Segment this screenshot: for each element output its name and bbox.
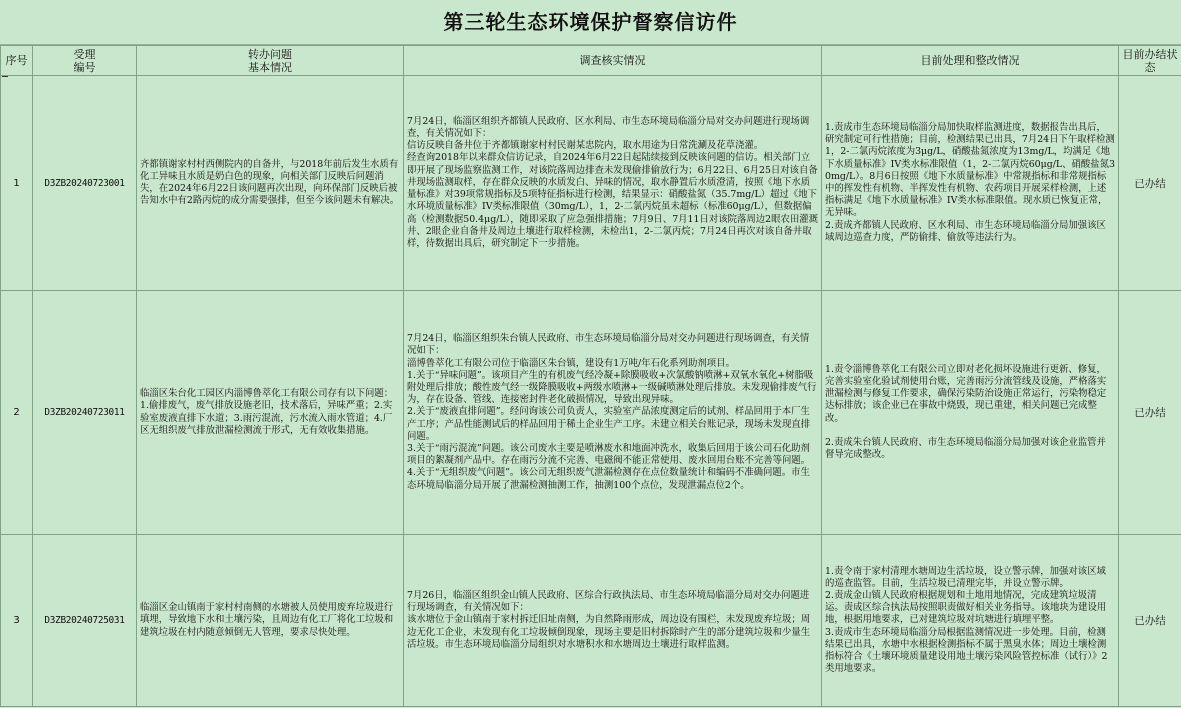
cell-status[interactable]: 已办结 [1119,535,1181,707]
cell-issue[interactable]: 齐都镇谢家村村西侧院内的自备井，与2018年前后发生水质有化工异味且水质是奶白色的现象，向相关部门反映后问题消失，在2024年6月22日该问题再次出现，向环保部门反映后被告知水中有2路丙烷的成分需要强排，但至今该问题未有解决。 [137,76,404,291]
cell-status[interactable]: 已办结 [1119,291,1181,535]
cell-investigation[interactable]: 7月26日，临淄区组织金山镇人民政府、区综合行政执法局、市生态环境局临淄分局对交办问题进行现场调查，有关情况如下： 该水塘位于金山镇南于家村拆迁旧址南侧，为自然降雨形成，周边设有围栏，未发现废弃垃圾；周边无化工企业，未发现有化工垃圾倾倒现象，现场主要是旧村拆除时产生的部分建筑垃圾和少量生活垃圾。市生态环境局临淄分局组织对水塘积水和水塘周边土壤进行取样监测。 [404,535,822,707]
header-row [1,46,1181,76]
cell-action[interactable]: 1.责令南于家村清理水塘周边生活垃圾，设立警示牌，加强对该区域的巡查监管。目前，生活垃圾已清理完毕，并设立警示牌。 2.责成金山镇人民政府根据规划和土地用地情况，完成建筑垃圾清运。责成区综合执法局按照职责做好相关业务指导。该地块为建设用地，根据用地要求，已对建筑垃圾对坑塘进行填埋平整。 3.责成市生态环境局临淄分局根据监测情况进一步处理。目前，检测结果已出具，水塘中水根据检测指标不属于黑臭水体；周边土壤检测指标符合《土壤环境质量建设用地土壤污染风险管控标准（试行）》2类用地要求。 [822,535,1119,707]
cell-no[interactable]: 2 [1,291,33,535]
cell-action[interactable]: 1.责成市生态环境局临淄分局加快取样监测进度，数据报告出具后，研究制定可行性措施；目前，检测结果已出具，7月24日下午取样检测1，2-二氯丙烷浓度为3μg/L，硝酸盐氮浓度为13mg/L，均满足《地下水质量标准》IV类水标准限值（1，2-二氯丙烷60μg/L、硝酸盐氮30mg/L）。8月6日按照《地下水质量标准》中常规指标和非常规指标中的挥发性有机物、半挥发性有机物、农药项目开展采样检测，上述指标满足《地下水质量标准》IV类水标准限值。现水质已恢复正常，无异味。 2.责成齐都镇人民政府、区水利局、市生态环境局临淄分局加强该区域周边巡查力度，严防偷排、偷放等违法行为。 [822,76,1119,291]
cell-id[interactable]: D3ZB20240723001 [33,76,137,291]
header-issue[interactable]: 转办问题 基本情况 [137,46,404,76]
page-title: 第三轮生态环境保护督察信访件 [0,0,1181,45]
cell-action[interactable]: 1.责令淄博鲁萃化工有限公司立即对老化损坏设施进行更新、修复，完善实验室化验试剂使用台账，完善雨污分流管线及设施，严格落实泄漏检测与修复工作要求，确保污染防治设施正常运行，污染物稳定达标排放；该企业已在事故中烧毁，现已重建，相关问题已完成整改。 2.责成朱台镇人民政府、市生态环境局临淄分局加强对该企业监管并督导完成整改。 [822,291,1119,535]
cell-no[interactable]: 3 [1,535,33,707]
cell-issue[interactable]: 临淄区朱台化工园区内淄博鲁萃化工有限公司存有以下问题：1.偷排废气，废气排放设施老旧，技术落后，异味严重；2.实验室废液直排下水道；3.雨污混流，污水流入雨水管道；4.厂区无组织废气排放泄漏检测流于形式，无有效收集措施。 [137,291,404,535]
table-row [1,535,1181,707]
header-status[interactable]: 目前办结状 态 [1119,46,1181,76]
cell-no[interactable]: 1 [1,76,33,291]
header-id[interactable]: 受理 编号 [33,46,137,76]
cell-id[interactable]: D3ZB20240723011 [33,291,137,535]
cell-marker-icon [2,72,8,77]
header-investigation[interactable]: 调查核实情况 [404,46,822,76]
cell-issue[interactable]: 临淄区金山镇南于家村村南侧的水塘被人员使用废弃垃圾进行填埋，导致地下水和土壤污染，且周边有化工厂将化工垃圾和建筑垃圾在村内随意倾倒无人管理，要求尽快处理。 [137,535,404,707]
header-no[interactable]: 序号 [1,46,33,76]
cell-investigation[interactable]: 7月24日，临淄区组织齐都镇人民政府、区水利局、市生态环境局临淄分局对交办问题进行现场调查，有关情况如下： 信访反映自备井位于齐都镇谢家村村民谢某忠院内，取水用途为日常洗涮及花草浇灌。 经查询2018年以来群众信访记录，自2024年6月22日起陆续接到反映该问题的信访。相关部门立即开展了现场监察监测工作，对该院落周边排查未发现偷排偷放行为；6月22日、6月25日对该自备井现场监测取样，存在群众反映的水质发白、异味的情况，取水静置后水质澄清，按照《地下水质量标准》对39项常规指标及5项特征指标进行检测，结果显示：硝酸盐氮（35.7mg/L）超过《地下水环境质量标准》IV类标准限值（30mg/L），1，2-二氯丙烷虽未超标（标准60μg/L），但数据偏高（检测数据50.4μg/L），随即采取了应急强排措施；7月9日、7月11日对该院落周边2眼农田灌溉井、2眼企业自备井及周边土壤进行取样检测，未检出1，2-二氯丙烷；7月24日再次对该自备井取样，待数据出具后，研究制定下一步措施。 [404,76,822,291]
table-row [1,76,1181,291]
header-action[interactable]: 目前处理和整改情况 [822,46,1119,76]
cell-id[interactable]: D3ZB20240725031 [33,535,137,707]
cell-status[interactable]: 已办结 [1119,76,1181,291]
cell-investigation[interactable]: 7月24日，临淄区组织朱台镇人民政府、市生态环境局临淄分局对交办问题进行现场调查，有关情况如下： 淄博鲁萃化工有限公司位于临淄区朱台镇，建设有1万吨/年石化系列助剂项目。 1.关于“异味问题”。该项目产生的有机废气经冷凝+除膜吸收+次氯酸钠喷淋+双氧水氧化+树脂吸附处理后排放；酸性废气经一级降膜吸收+两级水喷淋+一级碱喷淋处理后排放。未发现偷排废气行为，存在设备、管线、连接密封件老化破损情况，导致出现异味。 2.关于“废液直排问题”。经问询该公司负责人，实验室产品浓度测定后的试剂、样品回用于本厂生产工序；产品性能测试后的样品回用于稀土企业生产工序。未建立相关台账记录，现场未发现直排问题。 3.关于“雨污混流”问题。该公司废水主要是喷淋废水和地面冲洗水，收集后回用于该公司石化助剂项目的絮凝剂产品中。存在雨污分流不完善、电磁阀不能正常使用、废水回用台账不完善等问题。 4.关于“无组织废气问题”。该公司无组织废气泄漏检测存在点位数量统计和编码不准确问题。市生态环境局临淄分局开展了泄漏检测抽测工作，抽测100个点位，发现泄漏点位2个。 [404,291,822,535]
petition-table [0,45,1181,707]
table-row [1,291,1181,535]
